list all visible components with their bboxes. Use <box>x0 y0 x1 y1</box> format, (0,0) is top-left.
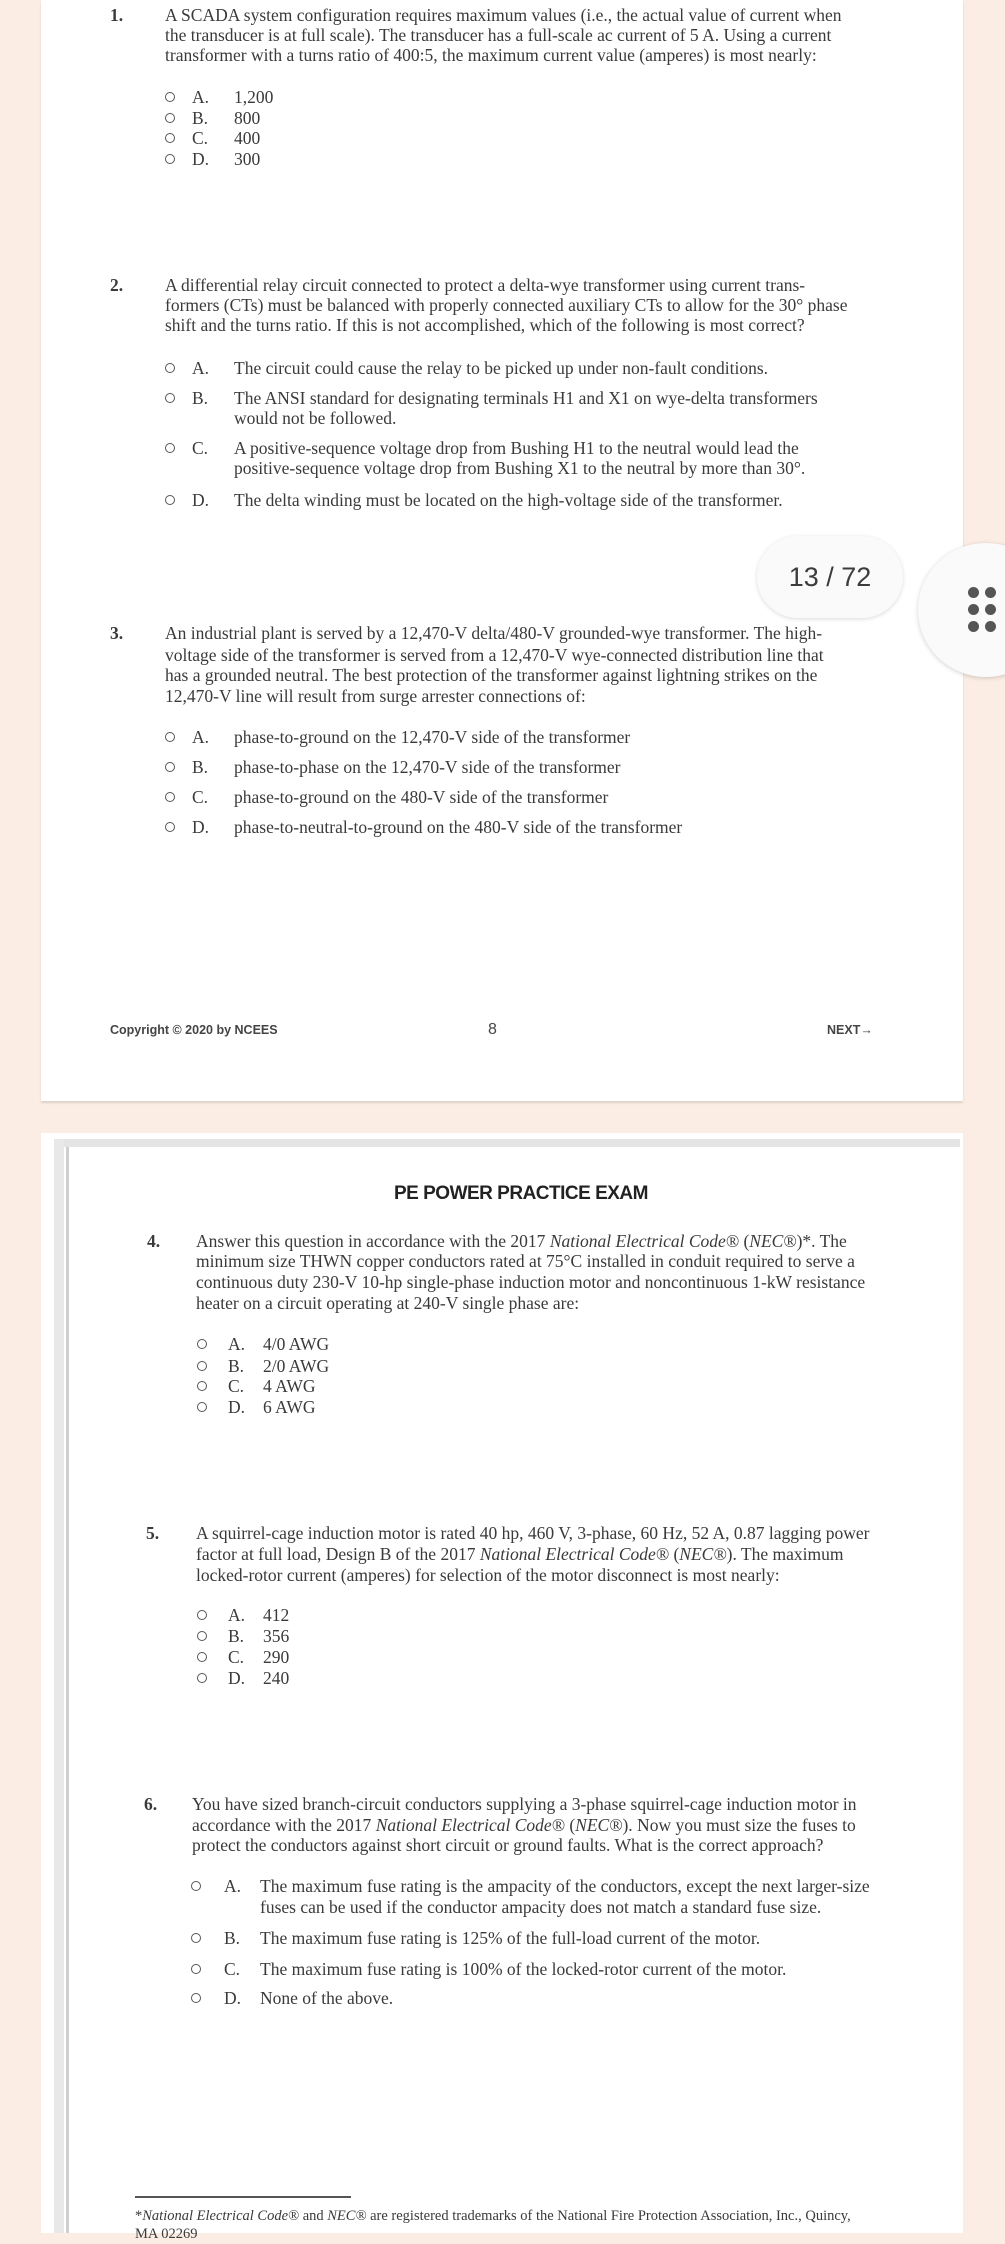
radio-button[interactable] <box>191 1933 201 1943</box>
option-text: The circuit could cause the relay to be picked up under non-fault conditions. <box>234 358 769 378</box>
text-segment: ( <box>739 1231 750 1251</box>
footnote-line: MA 02269 <box>135 2226 198 2242</box>
radio-button[interactable] <box>191 1993 201 2003</box>
text-segment: Answer this question in accordance with the 2017 <box>196 1231 550 1251</box>
option-text: phase-to-ground on the 12,470-V side of the transformer <box>234 727 631 747</box>
radio-button[interactable] <box>165 495 175 505</box>
question-number: 5. <box>146 1523 160 1543</box>
dot <box>985 621 996 632</box>
option-letter: B. <box>192 108 209 128</box>
question-number: 3. <box>110 623 124 643</box>
text-segment: accordance with the 2017 <box>192 1815 376 1835</box>
radio-button[interactable] <box>165 92 175 102</box>
question-text-line: A SCADA system configuration requires maximum values (i.e., the actual value of current when <box>165 5 842 25</box>
scan-border-top <box>54 1139 960 1147</box>
italic-text: National Electrical Code® <box>142 2208 300 2224</box>
italic-text: NEC® <box>749 1231 797 1251</box>
option-letter: A. <box>192 727 210 747</box>
question-text-line <box>196 1544 843 1564</box>
page-indicator <box>757 536 903 618</box>
option-letter: C. <box>192 128 209 148</box>
option-text: fuses can be used if the conductor ampacity does not match a standard fuse size. <box>260 1897 822 1917</box>
text-segment: )*. The <box>796 1231 847 1251</box>
dot <box>968 604 979 615</box>
option-text: 1,200 <box>234 87 274 107</box>
copyright-text: Copyright © 2020 by NCEES <box>110 1023 278 1037</box>
question-text-line: You have sized branch-circuit conductors supplying a 3-phase squirrel-cage induction motor in <box>192 1794 857 1814</box>
radio-button[interactable] <box>191 1881 201 1891</box>
option-letter: D. <box>228 1668 246 1688</box>
italic-text: NEC® <box>679 1544 727 1564</box>
radio-button[interactable] <box>165 732 175 742</box>
option-text: 800 <box>234 108 261 128</box>
text-segment: factor at full load, Design B of the 2017 <box>196 1544 480 1564</box>
question-text-line: locked-rotor current (amperes) for selection of the motor disconnect is most nearly: <box>196 1565 780 1585</box>
option-text: phase-to-ground on the 480-V side of the transformer <box>234 787 609 807</box>
text-segment: ). Now you must size the fuses to <box>622 1815 856 1835</box>
option-text: The ANSI standard for designating terminals H1 and X1 on wye-delta transformers <box>234 388 818 408</box>
question-text-line: transformer with a turns ratio of 400:5, the maximum current value (amperes) is most nearly: <box>165 45 817 65</box>
question-text-line: voltage side of the transformer is served from a 12,470-V wye-connected distribution line that <box>165 645 824 665</box>
option-text: The maximum fuse rating is the ampacity of the conductors, except the next larger-size <box>260 1876 870 1896</box>
option-letter: C. <box>192 787 209 807</box>
option-letter: D. <box>192 817 210 837</box>
radio-button[interactable] <box>197 1402 207 1412</box>
question-text-line: has a grounded neutral. The best protection of the transformer against lightning strikes on the <box>165 665 818 685</box>
question-text-line: A squirrel-cage induction motor is rated 40 hp, 460 V, 3-phase, 60 Hz, 52 A, 0.87 lagging power <box>196 1523 870 1543</box>
question-number: 4. <box>147 1231 161 1251</box>
text-segment: ). The maximum <box>726 1544 844 1564</box>
option-letter: D. <box>192 490 210 510</box>
option-letter: A. <box>228 1334 246 1354</box>
question-text-line <box>196 1231 847 1251</box>
exam-title: PE POWER PRACTICE EXAM <box>394 1183 648 1204</box>
question-text-line: An industrial plant is served by a 12,470-V delta/480-V grounded-wye transformer. The high- <box>165 623 823 643</box>
option-letter: B. <box>192 757 209 777</box>
option-text: The maximum fuse rating is 125% of the full-load current of the motor. <box>260 1928 761 1948</box>
question-text-line: 12,470-V line will result from surge arrester connections of: <box>165 686 586 706</box>
option-letter: B. <box>224 1928 241 1948</box>
option-text: 4/0 AWG <box>263 1334 330 1354</box>
option-text: 300 <box>234 149 261 169</box>
option-letter: C. <box>192 438 209 458</box>
option-text: 2/0 AWG <box>263 1356 330 1376</box>
italic-text: NEC® <box>327 2208 367 2224</box>
text-segment: and <box>299 2208 328 2224</box>
question-number: 2. <box>110 275 124 295</box>
radio-button[interactable] <box>165 154 175 164</box>
option-text: 6 AWG <box>263 1397 316 1417</box>
option-letter: D. <box>192 149 210 169</box>
text-segment: * <box>135 2208 143 2224</box>
option-letter: B. <box>228 1356 245 1376</box>
option-letter: A. <box>192 358 210 378</box>
option-text: A positive-sequence voltage drop from Bushing H1 to the neutral would lead the <box>234 438 799 458</box>
radio-button[interactable] <box>197 1381 207 1391</box>
option-letter: B. <box>192 388 209 408</box>
radio-button[interactable] <box>197 1361 207 1371</box>
question-text-line: minimum size THWN copper conductors rated at 75°C installed in conduit required to serve a <box>196 1251 855 1271</box>
italic-text: National Electrical Code® <box>375 1815 565 1835</box>
option-letter: B. <box>228 1626 245 1646</box>
option-text: 400 <box>234 128 261 148</box>
option-letter: A. <box>224 1876 242 1896</box>
option-text: phase-to-neutral-to-ground on the 480-V side of the transformer <box>234 817 683 837</box>
radio-button[interactable] <box>197 1652 207 1662</box>
option-text: The delta winding must be located on the high-voltage side of the transformer. <box>234 490 783 510</box>
radio-button[interactable] <box>191 1964 201 1974</box>
radio-button[interactable] <box>165 792 175 802</box>
dot <box>985 587 996 598</box>
question-text-line: A differential relay circuit connected to protect a delta-wye transformer using current trans- <box>165 275 806 295</box>
radio-button[interactable] <box>165 762 175 772</box>
question-text-line <box>192 1815 856 1835</box>
radio-button[interactable] <box>197 1339 207 1349</box>
question-text-line: formers (CTs) must be balanced with properly connected auxiliary CTs to allow for the 30° phase <box>165 295 848 315</box>
italic-text: National Electrical Code® <box>549 1231 740 1251</box>
radio-button[interactable] <box>197 1631 207 1641</box>
question-text-line: shift and the turns ratio. If this is not accomplished, which of the following is most correct? <box>165 315 805 335</box>
option-text: 240 <box>263 1668 290 1688</box>
page-indicator-text: 13 / 72 <box>788 561 872 592</box>
radio-button[interactable] <box>197 1673 207 1683</box>
text-segment: are registered trademarks of the National Fire Protection Association, Inc., Quincy, <box>366 2208 851 2224</box>
option-text: 290 <box>263 1647 290 1667</box>
option-text: phase-to-phase on the 12,470-V side of the transformer <box>234 757 621 777</box>
radio-button[interactable] <box>165 113 175 123</box>
next-link[interactable]: NEXT→ <box>827 1023 873 1037</box>
option-letter: C. <box>228 1376 245 1396</box>
footnote-divider <box>135 2196 351 2198</box>
radio-button[interactable] <box>165 822 175 832</box>
option-text: 356 <box>263 1626 290 1646</box>
option-text: would not be followed. <box>234 408 397 428</box>
scan-border-left <box>54 1139 64 2233</box>
option-letter: D. <box>224 1988 242 2008</box>
question-number: 6. <box>144 1794 158 1814</box>
page-number: 8 <box>488 1021 497 1038</box>
radio-button[interactable] <box>197 1610 207 1620</box>
dot <box>985 604 996 615</box>
option-letter: A. <box>192 87 210 107</box>
radio-button[interactable] <box>165 443 175 453</box>
option-letter: A. <box>228 1605 246 1625</box>
dot <box>968 587 979 598</box>
question-text-line: the transducer is at full scale). The transducer has a full-scale ac current of 5 A. Using a current <box>165 25 832 45</box>
radio-button[interactable] <box>165 393 175 403</box>
option-text: 412 <box>263 1605 290 1625</box>
dot <box>968 621 979 632</box>
option-letter: D. <box>228 1397 246 1417</box>
option-text: positive-sequence voltage drop from Bushing X1 to the neutral by more than 30°. <box>234 458 806 478</box>
question-text-line: continuous duty 230-V 10-hp single-phase induction motor and noncontinuous 1-kW resistance <box>196 1272 866 1292</box>
footnote-line <box>135 2206 851 2226</box>
option-text: 4 AWG <box>263 1376 316 1396</box>
text-segment: ( <box>669 1544 680 1564</box>
option-text: None of the above. <box>260 1988 394 2008</box>
option-letter: C. <box>228 1647 245 1667</box>
italic-text: NEC® <box>575 1815 623 1835</box>
option-letter: C. <box>224 1959 241 1979</box>
question-number: 1. <box>110 5 124 25</box>
italic-text: National Electrical Code® <box>479 1544 670 1564</box>
option-text: The maximum fuse rating is 100% of the locked-rotor current of the motor. <box>260 1959 787 1979</box>
radio-button[interactable] <box>165 133 175 143</box>
text-segment: ( <box>564 1815 576 1835</box>
radio-button[interactable] <box>165 363 175 373</box>
question-text-line: protect the conductors against short circuit or ground faults. What is the correct approach? <box>192 1835 824 1855</box>
scan-edge-line <box>66 1147 69 2233</box>
question-text-line: heater on a circuit operating at 240-V single phase are: <box>196 1293 580 1313</box>
